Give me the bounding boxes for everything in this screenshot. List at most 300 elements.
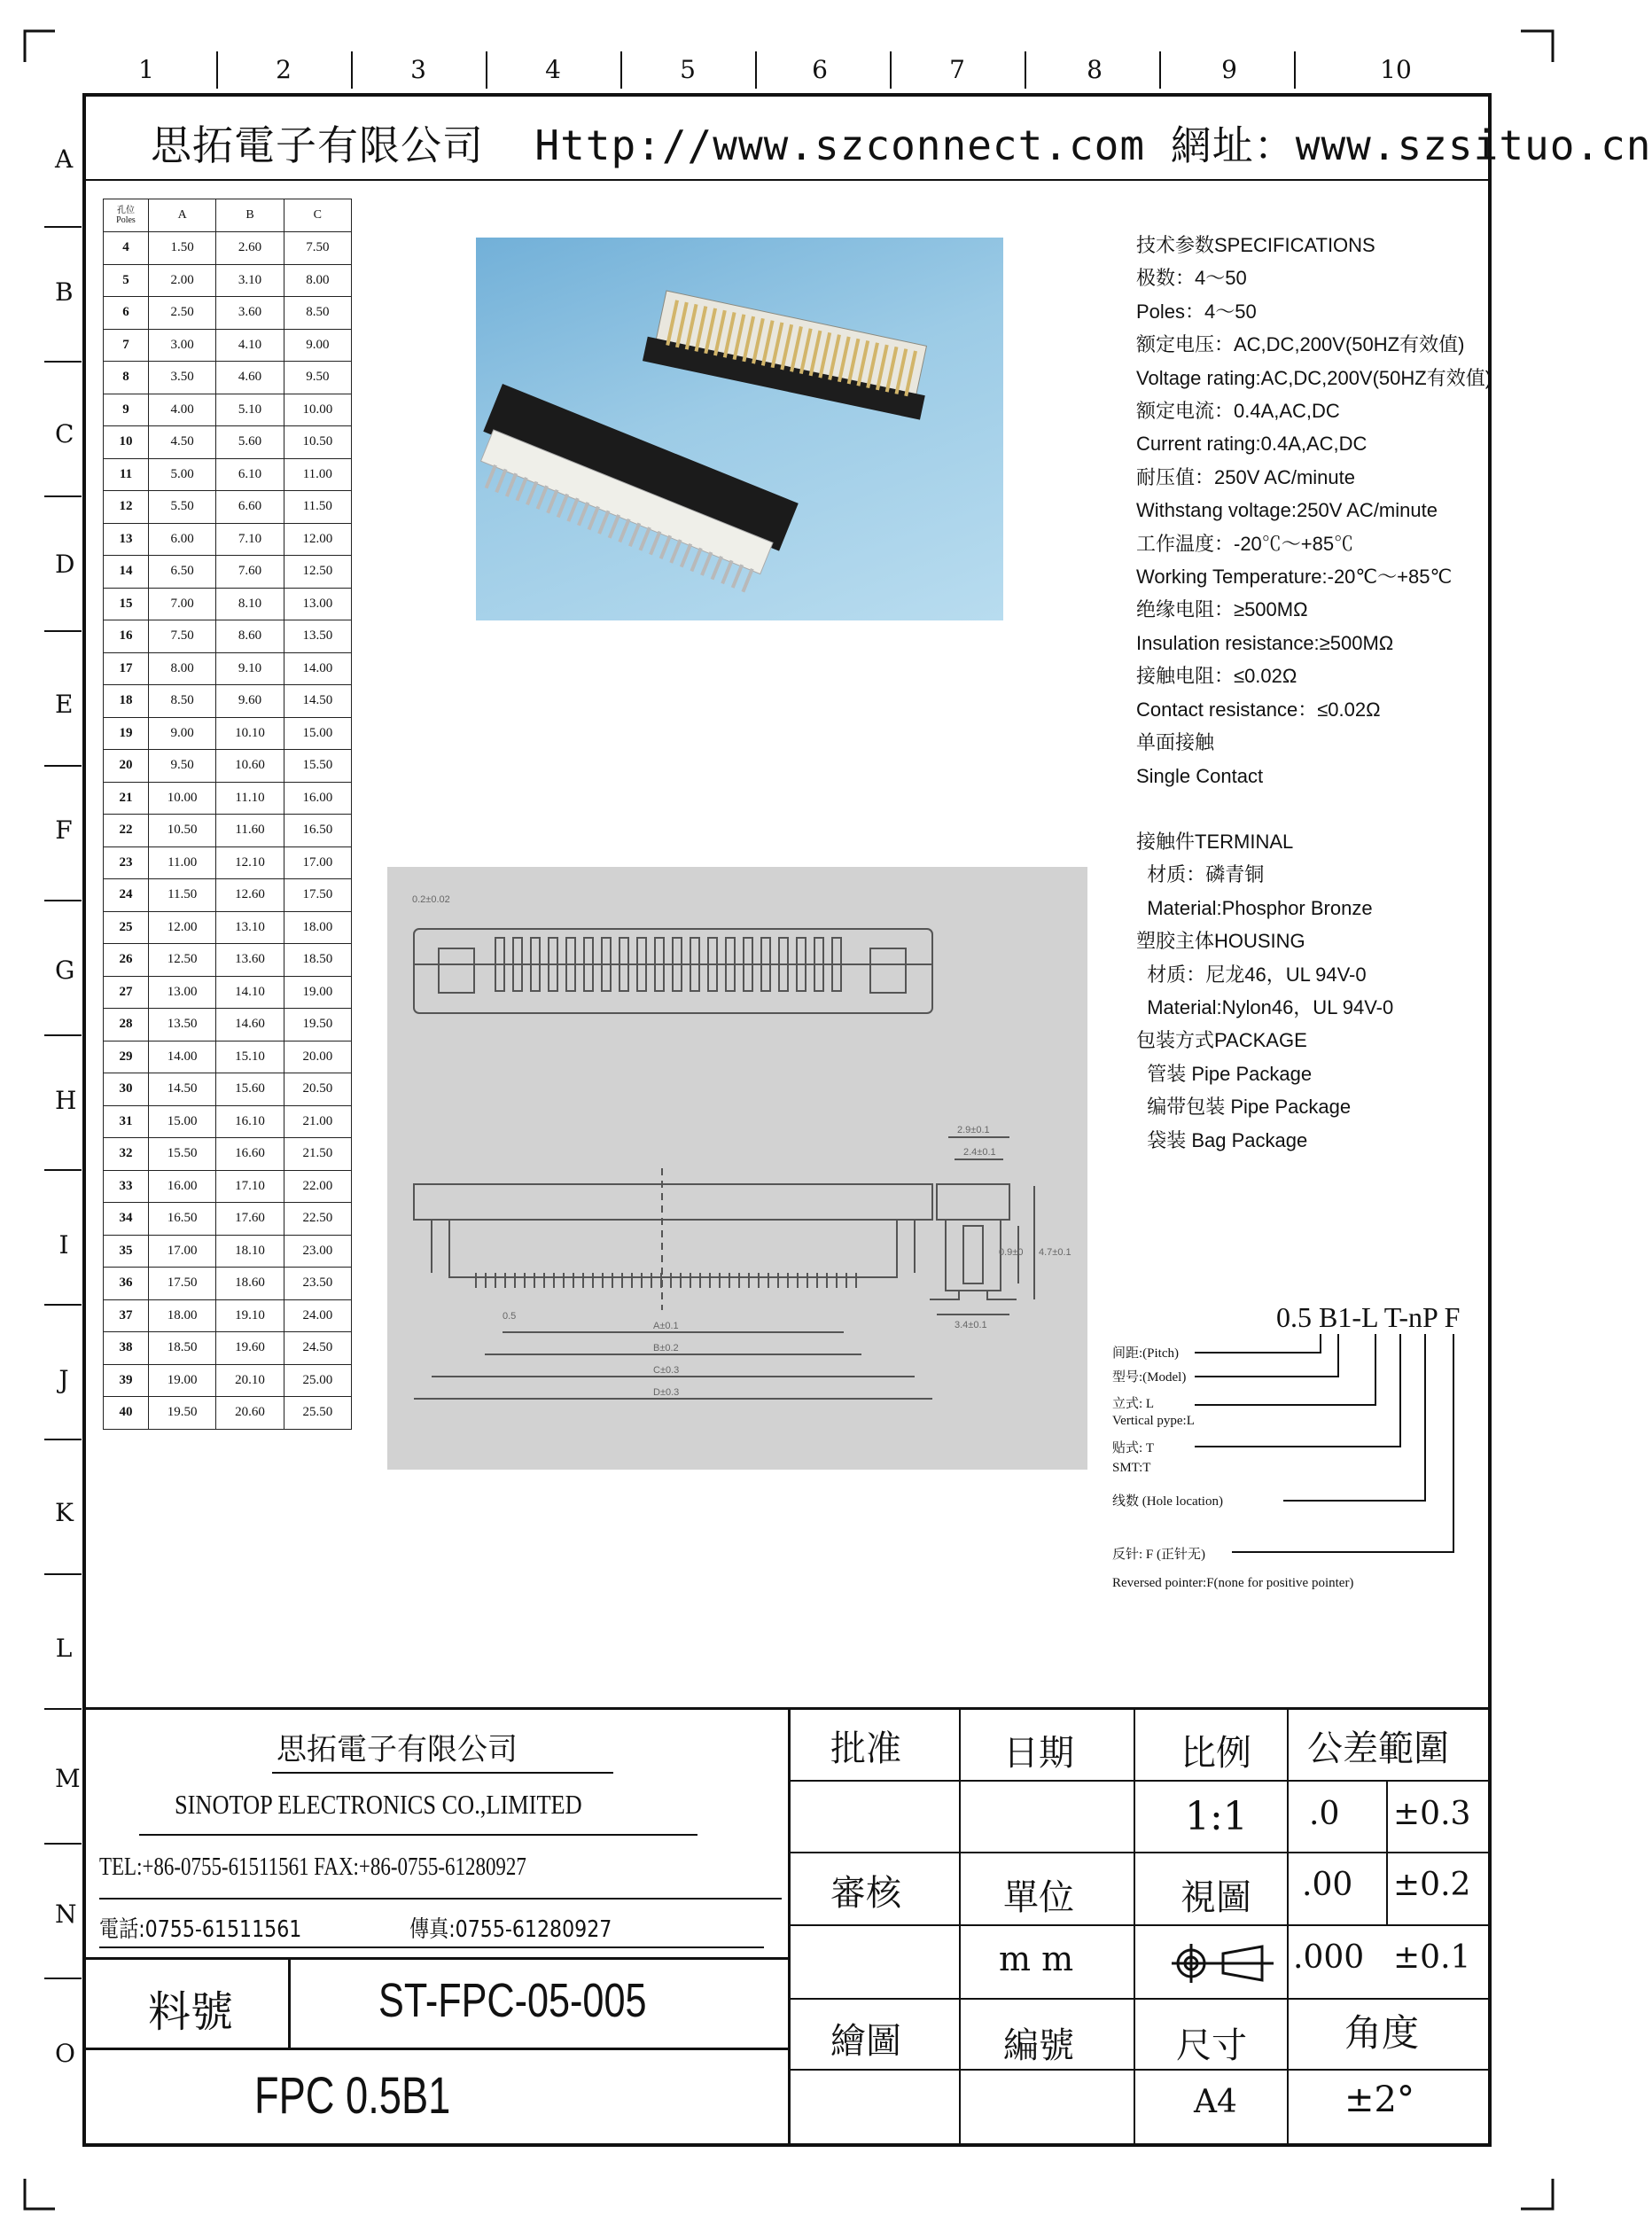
row-letter: M	[55, 1764, 81, 1793]
table-cell-value: 16.00	[284, 782, 351, 815]
table-cell-value: 21.00	[284, 1105, 351, 1138]
row-letter: G	[55, 956, 75, 985]
table-cell-poles: 10	[104, 426, 149, 459]
table-cell-value: 14.50	[284, 685, 351, 718]
table-cell-value: 3.00	[149, 329, 216, 362]
table-cell-poles: 39	[104, 1364, 149, 1397]
tb-phone-cn: 電話:0755-61511561	[99, 1916, 302, 1943]
product-photo	[476, 238, 1003, 620]
row-letter: D	[55, 550, 75, 579]
table-cell-value: 14.00	[149, 1041, 216, 1073]
table-cell-value: 12.00	[149, 911, 216, 944]
table-row	[104, 976, 352, 1009]
table-cell-value: 19.50	[284, 1009, 351, 1041]
silver-pin	[485, 464, 497, 488]
dim-top-pitch: 0.2±0.02	[412, 894, 450, 905]
spec-line: 额定电压：AC,DC,200V(50HZ有效值)	[1136, 333, 1465, 356]
table-row	[104, 1397, 352, 1430]
table-cell-value: 17.10	[216, 1170, 284, 1203]
title-block	[86, 1707, 1488, 2143]
silver-pin	[557, 494, 569, 518]
code-label-pitch: 间距:(Pitch)	[1112, 1346, 1179, 1361]
table-cell-value: 10.00	[149, 782, 216, 815]
table-row	[104, 264, 352, 297]
tb-tol3-val: ±0.1	[1393, 1939, 1471, 1976]
table-row	[104, 815, 352, 847]
drawing-svg	[387, 867, 1087, 1470]
table-cell-value: 9.60	[216, 685, 284, 718]
tb-company-en: SINOTOP ELECTRONICS CO.,LIMITED	[175, 1789, 582, 1820]
table-cell-value: 5.00	[149, 458, 216, 491]
column-number: 9	[1221, 55, 1237, 84]
column-number: 8	[1087, 55, 1103, 84]
tb-draw: 繪圖	[830, 2021, 901, 2062]
table-cell-value: 2.00	[149, 264, 216, 297]
table-cell-value: 10.50	[149, 815, 216, 847]
table-cell-value: 11.50	[284, 491, 351, 524]
spec-line: 包装方式PACKAGE	[1136, 1029, 1307, 1052]
spec-line: 接触电阻：≤0.02Ω	[1136, 665, 1297, 688]
table-cell-value: 20.50	[284, 1073, 351, 1106]
code-label-smt-en: SMT:T	[1112, 1461, 1151, 1475]
dim-side-h2: 4.7±0.1	[1039, 1247, 1071, 1258]
table-cell-value: 8.00	[284, 264, 351, 297]
table-cell-value: 7.50	[149, 620, 216, 653]
silver-pin	[495, 469, 507, 493]
spec-line: 袋装 Bag Package	[1136, 1128, 1308, 1151]
table-header-poles: 孔位 Poles	[104, 199, 149, 232]
silver-pin	[536, 485, 549, 509]
table-row	[104, 1268, 352, 1300]
table-cell-poles: 22	[104, 815, 149, 847]
table-row	[104, 750, 352, 783]
table-cell-value: 19.50	[149, 1397, 216, 1430]
table-cell-poles: 38	[104, 1332, 149, 1365]
table-row	[104, 329, 352, 362]
code-label-vertical-en: Vertical pype:L	[1112, 1414, 1195, 1428]
dim-d: D±0.3	[653, 1387, 680, 1398]
table-cell-value: 19.60	[216, 1332, 284, 1365]
spec-line: 工作温度：-20℃～+85℃	[1136, 532, 1354, 555]
tb-part-no-label: 料號	[148, 1987, 234, 2037]
table-cell-poles: 27	[104, 976, 149, 1009]
table-cell-value: 6.50	[149, 556, 216, 589]
table-cell-value: 7.60	[216, 556, 284, 589]
spec-line: 材质：磷青铜	[1136, 863, 1265, 886]
table-row	[104, 297, 352, 330]
table-cell-value: 13.10	[216, 911, 284, 944]
table-cell-value: 20.10	[216, 1364, 284, 1397]
tb-tol3-key: .000	[1293, 1939, 1365, 1976]
table-cell-value: 16.50	[284, 815, 351, 847]
table-cell-value: 7.10	[216, 523, 284, 556]
table-row	[104, 1138, 352, 1171]
tb-fax-cn: 傳真:0755-61280927	[409, 1916, 612, 1943]
table-cell-value: 5.10	[216, 394, 284, 426]
technical-drawing	[387, 867, 1087, 1470]
table-cell-value: 2.50	[149, 297, 216, 330]
tb-unit: m m	[999, 1939, 1074, 1978]
table-cell-value: 7.00	[149, 588, 216, 620]
table-cell-value: 2.60	[216, 232, 284, 265]
table-cell-value: 3.50	[149, 362, 216, 394]
row-letter: A	[55, 144, 74, 174]
table-cell-value: 9.50	[149, 750, 216, 783]
column-number: 3	[410, 55, 426, 84]
tb-approve: 批准	[830, 1728, 901, 1769]
spec-line	[1136, 792, 1492, 825]
spec-line: Working Temperature:-20℃～+85℃	[1136, 566, 1453, 589]
table-row	[104, 1041, 352, 1073]
table-cell-value: 19.00	[149, 1364, 216, 1397]
table-cell-poles: 11	[104, 458, 149, 491]
spec-line: 技术参数SPECIFICATIONS	[1136, 234, 1375, 256]
table-cell-value: 8.60	[216, 620, 284, 653]
table-cell-value: 22.50	[284, 1203, 351, 1236]
table-cell-value: 24.00	[284, 1299, 351, 1332]
table-cell-poles: 15	[104, 588, 149, 620]
table-cell-poles: 30	[104, 1073, 149, 1106]
silver-pin	[669, 539, 682, 563]
table-row	[104, 1170, 352, 1203]
table-cell-value: 10.50	[284, 426, 351, 459]
table-cell-value: 6.60	[216, 491, 284, 524]
table-cell-value: 23.00	[284, 1235, 351, 1268]
spec-line: Current rating:0.4A,AC,DC	[1136, 433, 1368, 456]
table-cell-value: 1.50	[149, 232, 216, 265]
table-cell-poles: 25	[104, 911, 149, 944]
table-cell-poles: 20	[104, 750, 149, 783]
row-letter: H	[55, 1086, 77, 1115]
table-cell-value: 10.00	[284, 394, 351, 426]
table-row	[104, 879, 352, 912]
table-row	[104, 232, 352, 265]
table-cell-value: 17.00	[284, 846, 351, 879]
dim-b: B±0.2	[653, 1343, 679, 1354]
spec-line: Withstang voltage:250V AC/minute	[1136, 499, 1438, 522]
table-row	[104, 652, 352, 685]
column-number: 1	[138, 55, 154, 84]
table-cell-value: 20.60	[216, 1397, 284, 1430]
table-header-c: C	[284, 199, 351, 232]
table-cell-poles: 12	[104, 491, 149, 524]
dim-a: A±0.1	[653, 1321, 679, 1331]
tb-size-label: 尺寸	[1176, 2025, 1247, 2066]
table-cell-poles: 4	[104, 232, 149, 265]
table-cell-poles: 18	[104, 685, 149, 718]
tb-size: A4	[1194, 2084, 1237, 2120]
table-cell-value: 20.00	[284, 1041, 351, 1073]
row-letter: C	[55, 419, 74, 449]
table-cell-value: 12.50	[284, 556, 351, 589]
table-cell-value: 25.00	[284, 1364, 351, 1397]
row-letter: E	[55, 690, 74, 719]
table-cell-value: 14.60	[216, 1009, 284, 1041]
silver-pin	[597, 510, 610, 534]
projection-symbol-icon	[1172, 1941, 1278, 1985]
table-header-row	[104, 199, 352, 232]
tb-tol1-val: ±0.3	[1393, 1796, 1471, 1832]
table-cell-value: 24.50	[284, 1332, 351, 1365]
table-cell-value: 13.00	[284, 588, 351, 620]
silver-pin	[618, 519, 630, 542]
spec-line: Insulation resistance:≥500MΩ	[1136, 631, 1394, 654]
table-cell-value: 18.10	[216, 1235, 284, 1268]
dim-side-w2: 2.4±0.1	[963, 1147, 996, 1158]
silver-pin	[628, 523, 641, 547]
table-cell-value: 11.10	[216, 782, 284, 815]
silver-pin	[690, 548, 703, 572]
dimension-table-body	[104, 232, 352, 1430]
table-row	[104, 491, 352, 524]
table-row	[104, 944, 352, 977]
row-letter: O	[55, 2039, 75, 2068]
table-cell-value: 14.00	[284, 652, 351, 685]
table-cell-value: 3.60	[216, 297, 284, 330]
table-row	[104, 685, 352, 718]
table-row	[104, 426, 352, 459]
table-cell-value: 22.00	[284, 1170, 351, 1203]
table-cell-value: 8.50	[284, 297, 351, 330]
table-cell-poles: 34	[104, 1203, 149, 1236]
table-cell-value: 12.50	[149, 944, 216, 977]
table-cell-value: 4.50	[149, 426, 216, 459]
row-letter: B	[55, 277, 74, 307]
spec-line: Single Contact	[1136, 764, 1264, 787]
table-cell-poles: 7	[104, 329, 149, 362]
table-cell-value: 15.50	[149, 1138, 216, 1171]
spec-line: 额定电流：0.4A,AC,DC	[1136, 400, 1340, 423]
table-row	[104, 1364, 352, 1397]
table-row	[104, 717, 352, 750]
silver-pin	[741, 568, 753, 592]
silver-pin	[721, 560, 733, 584]
table-cell-value: 17.60	[216, 1203, 284, 1236]
spec-line: Material:Nylon46，UL 94V-0	[1136, 995, 1394, 1018]
dim-side-w1: 2.9±0.1	[957, 1125, 990, 1135]
table-cell-value: 19.00	[284, 976, 351, 1009]
table-cell-value: 6.10	[216, 458, 284, 491]
connector-illustration	[476, 238, 1003, 620]
code-label-vertical-cn: 立式: L	[1112, 1397, 1155, 1411]
silver-pin	[700, 551, 713, 575]
table-cell-value: 9.10	[216, 652, 284, 685]
table-row	[104, 362, 352, 394]
tb-scale: 1:1	[1185, 1794, 1248, 1839]
code-label-smt-cn: 贴式: T	[1112, 1441, 1155, 1455]
tb-review: 審核	[830, 1873, 901, 1914]
table-cell-poles: 33	[104, 1170, 149, 1203]
table-header-b: B	[216, 199, 284, 232]
table-cell-poles: 14	[104, 556, 149, 589]
spec-line: 单面接触	[1136, 731, 1215, 754]
table-cell-value: 18.50	[284, 944, 351, 977]
silver-pin	[526, 481, 538, 505]
table-cell-poles: 29	[104, 1041, 149, 1073]
table-cell-value: 18.00	[284, 911, 351, 944]
silver-pin	[505, 472, 518, 496]
table-row	[104, 588, 352, 620]
row-letter: J	[58, 1365, 69, 1394]
table-cell-value: 18.60	[216, 1268, 284, 1300]
table-cell-value: 23.50	[284, 1268, 351, 1300]
tb-angle-label: 角度	[1344, 2011, 1420, 2055]
table-cell-poles: 5	[104, 264, 149, 297]
header-url1[interactable]: Http://www.szconnect.com	[534, 121, 1146, 169]
table-cell-value: 6.00	[149, 523, 216, 556]
table-row	[104, 1299, 352, 1332]
table-row	[104, 1105, 352, 1138]
dim-side-h1: 0.9±0	[999, 1247, 1024, 1258]
table-cell-value: 3.10	[216, 264, 284, 297]
table-cell-value: 15.10	[216, 1041, 284, 1073]
tb-number-label: 編號	[1003, 2025, 1074, 2066]
table-cell-value: 14.50	[149, 1073, 216, 1106]
table-row	[104, 1235, 352, 1268]
table-cell-value: 15.00	[284, 717, 351, 750]
table-cell-value: 13.00	[149, 976, 216, 1009]
tb-tol2-val: ±0.2	[1393, 1867, 1471, 1903]
table-row	[104, 782, 352, 815]
table-cell-value: 8.10	[216, 588, 284, 620]
spec-line: Material:Phosphor Bronze	[1136, 896, 1373, 919]
spec-line: 塑胶主体HOUSING	[1136, 930, 1305, 953]
spec-line: Contact resistance：≤0.02Ω	[1136, 698, 1381, 721]
table-cell-poles: 36	[104, 1268, 149, 1300]
header-company: 思拓電子有限公司	[151, 121, 484, 169]
table-row	[104, 1073, 352, 1106]
row-letter: N	[55, 1900, 77, 1929]
tb-tol1-key: .0	[1309, 1796, 1340, 1832]
column-number: 10	[1380, 55, 1412, 84]
tb-tel-fax: TEL:+86-0755-61511561 FAX:+86-0755-61280927	[99, 1853, 526, 1881]
spec-line: Poles：4～50	[1136, 300, 1257, 323]
table-row	[104, 1203, 352, 1236]
table-header-a: A	[149, 199, 216, 232]
table-cell-poles: 13	[104, 523, 149, 556]
column-number: 5	[680, 55, 696, 84]
table-cell-value: 17.00	[149, 1235, 216, 1268]
column-number: 4	[545, 55, 561, 84]
table-cell-value: 4.10	[216, 329, 284, 362]
table-cell-poles: 40	[104, 1397, 149, 1430]
table-cell-poles: 17	[104, 652, 149, 685]
silver-pin	[515, 477, 527, 501]
spec-line: 绝缘电阻：≥500MΩ	[1136, 598, 1308, 621]
silver-pin	[588, 506, 600, 530]
table-cell-value: 8.00	[149, 652, 216, 685]
table-cell-value: 17.50	[149, 1268, 216, 1300]
table-cell-poles: 31	[104, 1105, 149, 1138]
tb-product: FPC 0.5B1	[254, 2067, 451, 2125]
table-row	[104, 523, 352, 556]
tb-date: 日期	[1003, 1733, 1074, 1774]
table-cell-poles: 23	[104, 846, 149, 879]
silver-pin	[608, 514, 620, 538]
table-cell-value: 19.10	[216, 1299, 284, 1332]
table-cell-value: 5.60	[216, 426, 284, 459]
code-label-reverse-en: Reversed pointer:F(none for positive pointer)	[1112, 1576, 1354, 1590]
silver-pin	[680, 543, 692, 567]
column-number: 7	[949, 55, 965, 84]
table-cell-value: 13.60	[216, 944, 284, 977]
silver-pin	[577, 502, 589, 526]
code-label-hole: 线数 (Hole location)	[1112, 1494, 1223, 1509]
tb-scale-label: 比例	[1181, 1733, 1251, 1774]
silver-pin	[731, 564, 744, 588]
table-cell-value: 11.00	[284, 458, 351, 491]
table-row	[104, 1009, 352, 1041]
dim-pitch: 0.5	[503, 1311, 517, 1322]
table-cell-value: 10.10	[216, 717, 284, 750]
column-number: 6	[812, 55, 828, 84]
header-divider	[86, 179, 1488, 181]
spec-line: 材质：尼龙46，UL 94V-0	[1136, 963, 1367, 986]
table-cell-value: 12.00	[284, 523, 351, 556]
table-row	[104, 458, 352, 491]
table-cell-value: 13.50	[149, 1009, 216, 1041]
silver-pin	[639, 527, 651, 550]
code-label-model: 型号:(Model)	[1112, 1370, 1187, 1385]
table-cell-value: 4.00	[149, 394, 216, 426]
table-cell-value: 14.10	[216, 976, 284, 1009]
specifications-list	[1136, 229, 1492, 1157]
table-cell-value: 17.50	[284, 879, 351, 912]
table-cell-poles: 37	[104, 1299, 149, 1332]
table-cell-value: 25.50	[284, 1397, 351, 1430]
row-letter: K	[55, 1498, 74, 1527]
table-cell-poles: 9	[104, 394, 149, 426]
table-cell-value: 16.10	[216, 1105, 284, 1138]
table-cell-poles: 32	[104, 1138, 149, 1171]
table-cell-value: 12.60	[216, 879, 284, 912]
table-cell-value: 7.50	[284, 232, 351, 265]
table-cell-poles: 8	[104, 362, 149, 394]
table-cell-poles: 6	[104, 297, 149, 330]
table-cell-value: 11.00	[149, 846, 216, 879]
table-row	[104, 1332, 352, 1365]
table-cell-value: 15.00	[149, 1105, 216, 1138]
silver-pin	[659, 535, 672, 559]
table-cell-value: 13.50	[284, 620, 351, 653]
dimension-table	[103, 199, 352, 1430]
tb-angle: ±2°	[1344, 2079, 1414, 2120]
header-url2[interactable]: www.szsituo.cn	[1295, 121, 1652, 169]
tb-part-no: ST-FPC-05-005	[378, 1974, 647, 2027]
spec-line: Voltage rating:AC,DC,200V(50HZ有效值)	[1136, 366, 1492, 389]
table-cell-poles: 28	[104, 1009, 149, 1041]
tb-view-label: 視圖	[1181, 1877, 1251, 1918]
page-header	[151, 113, 1652, 172]
table-cell-poles: 26	[104, 944, 149, 977]
silver-pin	[566, 497, 579, 521]
table-cell-value: 11.60	[216, 815, 284, 847]
column-number: 2	[276, 55, 292, 84]
table-cell-value: 16.50	[149, 1203, 216, 1236]
table-cell-poles: 16	[104, 620, 149, 653]
table-cell-poles: 19	[104, 717, 149, 750]
table-row	[104, 911, 352, 944]
table-cell-value: 21.50	[284, 1138, 351, 1171]
table-row	[104, 620, 352, 653]
code-label-reverse-cn: 反针: F (正针无)	[1112, 1548, 1206, 1562]
table-cell-poles: 21	[104, 782, 149, 815]
table-cell-value: 15.50	[284, 750, 351, 783]
part-number-code: 0.5 B1-L T-nP F	[1276, 1301, 1461, 1333]
table-cell-value: 4.60	[216, 362, 284, 394]
front-view-pins	[476, 1273, 856, 1288]
table-cell-value: 9.00	[149, 717, 216, 750]
